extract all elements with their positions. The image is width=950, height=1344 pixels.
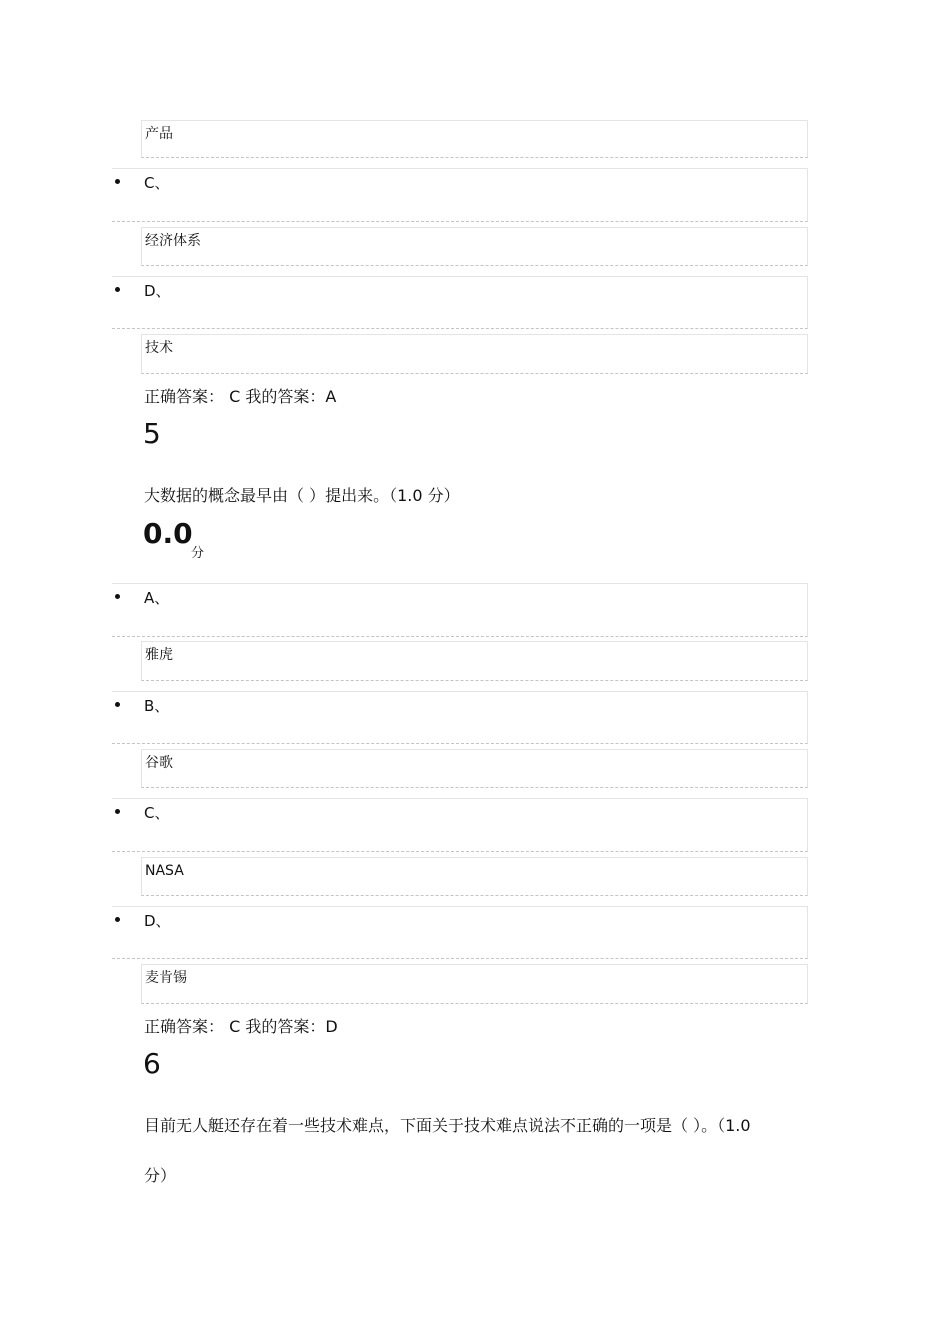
question-text: 大数据的概念最早由（ ）提出来。（1.0 分） [144, 486, 460, 505]
option-text: NASA [145, 863, 184, 879]
option-row-d[interactable] [112, 906, 808, 959]
bullet-icon [115, 594, 120, 599]
option-row-b[interactable] [112, 691, 808, 744]
option-letter: D、 [144, 282, 171, 300]
option-letter: B、 [144, 697, 170, 715]
option-text: 谷歌 [145, 755, 173, 771]
question-number: 5 [143, 417, 161, 450]
question-text-continued: 分） [144, 1166, 177, 1185]
option-row-c[interactable] [112, 168, 808, 222]
score-value: 0.0 [143, 517, 193, 550]
option-row-d[interactable] [112, 276, 808, 329]
option-text: 麦肯锡 [145, 970, 187, 986]
option-text-box [141, 227, 808, 266]
option-text-box [141, 749, 808, 788]
option-text: 雅虎 [145, 647, 173, 663]
option-letter: D、 [144, 912, 171, 930]
answer-line: 正确答案： C 我的答案：A [144, 387, 337, 406]
option-text-box [141, 857, 808, 896]
bullet-icon [115, 702, 120, 707]
answer-line: 正确答案： C 我的答案：D [144, 1017, 338, 1036]
option-text-box [141, 641, 808, 681]
option-text: 产品 [145, 126, 173, 142]
option-text-box [141, 120, 808, 158]
option-letter: A、 [144, 589, 170, 607]
bullet-icon [115, 809, 120, 814]
score-unit: 分 [191, 546, 205, 561]
option-text-box [141, 334, 808, 374]
bullet-icon [115, 287, 120, 292]
option-row-a[interactable] [112, 583, 808, 637]
option-letter: C、 [144, 804, 170, 822]
option-letter: C、 [144, 174, 170, 192]
option-text: 经济体系 [145, 233, 201, 249]
bullet-icon [115, 179, 120, 184]
question-number: 6 [143, 1047, 161, 1080]
option-text-box [141, 964, 808, 1004]
question-text: 目前无人艇还存在着一些技术难点，下面关于技术难点说法不正确的一项是（ ）。（1.0 [144, 1116, 751, 1135]
option-text: 技术 [145, 340, 173, 356]
option-row-c[interactable] [112, 798, 808, 852]
bullet-icon [115, 917, 120, 922]
